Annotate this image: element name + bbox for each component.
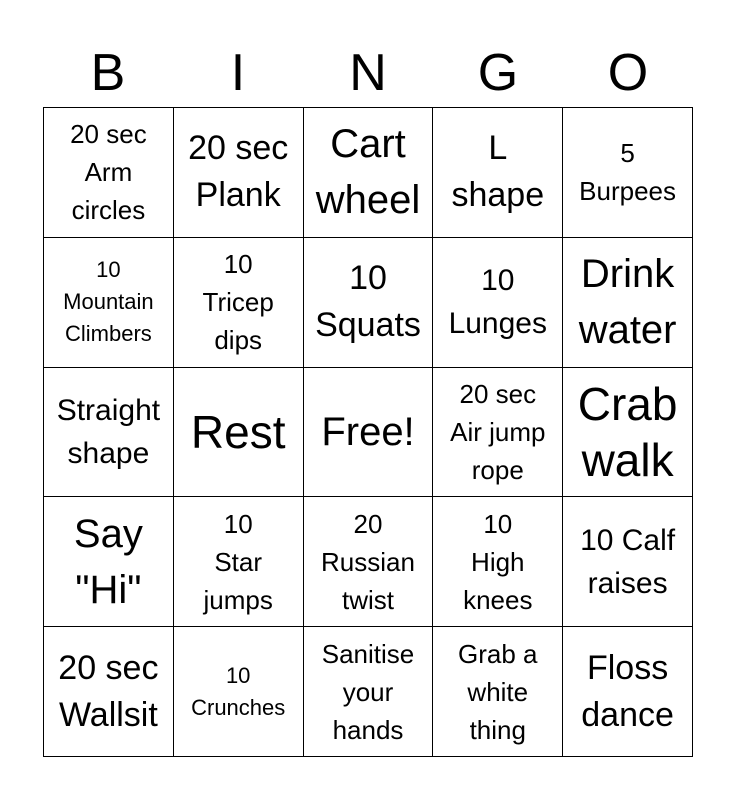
bingo-cell[interactable] bbox=[44, 108, 174, 238]
bingo-header bbox=[43, 42, 693, 104]
bingo-cell[interactable] bbox=[304, 627, 434, 757]
bingo-cell[interactable] bbox=[433, 627, 563, 757]
bingo-cell[interactable] bbox=[44, 497, 174, 627]
bingo-cell[interactable] bbox=[174, 108, 304, 238]
bingo-cell[interactable] bbox=[174, 368, 304, 498]
cell-text: 20 sec Plank bbox=[188, 129, 289, 215]
header-letter-g: G bbox=[477, 44, 519, 102]
cell-text: Free! bbox=[321, 409, 415, 454]
header-letter-o: O bbox=[607, 44, 649, 102]
header-letter-n: N bbox=[349, 44, 387, 102]
cell-text: 10 High knees bbox=[463, 508, 533, 615]
header-letter-b: B bbox=[90, 44, 126, 102]
bingo-cell[interactable] bbox=[174, 497, 304, 627]
bingo-cell[interactable] bbox=[563, 368, 693, 498]
bingo-cell[interactable] bbox=[304, 238, 434, 368]
cell-text: 20 sec Wallsit bbox=[58, 648, 159, 734]
bingo-cell[interactable] bbox=[433, 108, 563, 238]
cell-text: Cart wheel bbox=[315, 122, 421, 223]
bingo-cell[interactable] bbox=[563, 108, 693, 238]
bingo-cell[interactable] bbox=[433, 497, 563, 627]
cell-text: Sanitise your hands bbox=[321, 638, 415, 745]
cell-text: 10 Crunches bbox=[191, 662, 286, 720]
cell-text: Say "Hi" bbox=[73, 511, 143, 612]
cell-text: Crab walk bbox=[577, 377, 678, 486]
bingo-cell[interactable] bbox=[44, 368, 174, 498]
bingo-cell[interactable] bbox=[304, 497, 434, 627]
cell-text: Floss dance bbox=[581, 648, 674, 734]
cell-text: 20 sec Air jump rope bbox=[450, 378, 546, 485]
bingo-grid bbox=[43, 107, 693, 757]
bingo-cell[interactable] bbox=[44, 627, 174, 757]
cell-text: 10 Star jumps bbox=[203, 508, 273, 615]
bingo-cell[interactable] bbox=[433, 368, 563, 498]
cell-text: 20 Russian twist bbox=[321, 508, 415, 615]
bingo-cell[interactable] bbox=[563, 497, 693, 627]
header-letter-i: I bbox=[230, 44, 246, 102]
cell-text: 10 Lunges bbox=[448, 264, 547, 341]
cell-text: Grab a white thing bbox=[458, 638, 538, 745]
bingo-cell[interactable] bbox=[304, 108, 434, 238]
bingo-cell[interactable] bbox=[44, 238, 174, 368]
bingo-cell[interactable] bbox=[563, 238, 693, 368]
cell-text: Drink water bbox=[578, 252, 677, 353]
bingo-cell[interactable] bbox=[174, 238, 304, 368]
cell-text: 10 Squats bbox=[315, 259, 421, 345]
cell-text: Rest bbox=[190, 405, 286, 458]
cell-text: 5 Burpees bbox=[579, 138, 677, 207]
bingo-cell[interactable] bbox=[174, 627, 304, 757]
cell-text: 10 Mountain Climbers bbox=[63, 257, 154, 347]
cell-text: 10 Tricep dips bbox=[202, 249, 274, 356]
cell-text: Straight shape bbox=[56, 393, 161, 470]
cell-text: 10 Calf raises bbox=[580, 523, 676, 600]
cell-text: 20 sec Arm circles bbox=[70, 119, 147, 226]
cell-text: L shape bbox=[451, 129, 545, 215]
bingo-cell[interactable] bbox=[433, 238, 563, 368]
bingo-cell[interactable] bbox=[304, 368, 434, 498]
bingo-cell[interactable] bbox=[563, 627, 693, 757]
